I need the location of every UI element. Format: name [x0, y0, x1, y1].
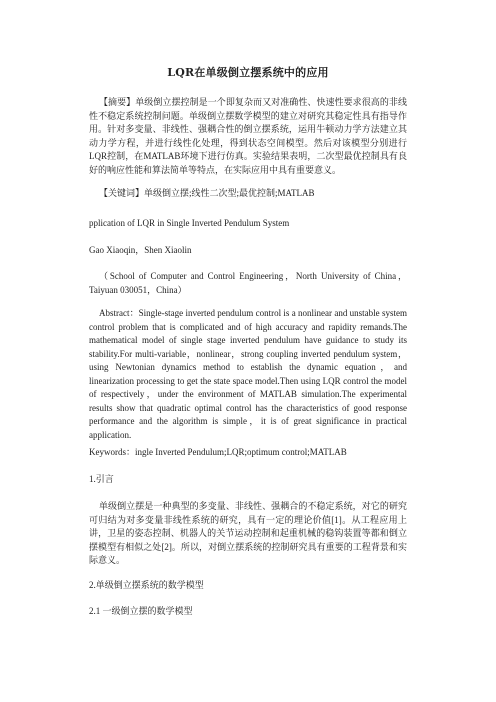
section-1-heading: 1.引言 [89, 474, 114, 484]
section-1-body: 单级倒立摆是一种典型的多变量、非线性、强耦合的不稳定系统，对它的研究可归结为对多变量非线性系统的研究，具有一定的理论价值[1]。从工程应用上讲，卫星的姿态控制、机器人的关节运动控制和起重机械的稳钩装置等都和倒立摆模型有相似之处[2]。所以，对倒立摆系统的控制研究具有重要的工程背景和实际意义。 [89, 501, 407, 565]
english-abstract: Abstract：Single-stage inverted pendulum control is a nonlinear and unstable system control problem that is complicated and of high accuracy and rapidity remands.The mathematical model of single stage inverted pendulum have guidance to study its stability.For multi-variable，nonlinear，strong coupling inverted pendulum system，using Newtonian dynamics method to establish the dynamic equation，and linearization processing to get the state space model.Then using LQR control the model of respectively，under the environment of MATLAB simulation.The experimental results show that quadratic optimal control has the characteristics of good response performance and the algorithm is simple，it is of great significance in practical application. [89, 308, 407, 440]
author-names: Gao Xiaoqin，Shen Xiaolin [89, 245, 192, 255]
chinese-abstract: 【摘要】单级倒立摆控制是一个即复杂而又对准确性、快速性要求很高的非线性不稳定系统控制问题。单级倒立摆数学模型的建立对研究其稳定性具有指导作用。针对多变量、非线性、强耦合性的倒立摆系统，运用牛顿动力学方法建立其动力学方程，并进行线性化处理，得到状态空间模型。然后对该模型分别进行LQR控制，在MATLAB环境下进行仿真。实验结果表明，二次型最优控制具有良好的响应性能和算法简单等特点，在实际应用中具有重要意义。 [89, 97, 407, 175]
section-2-heading: 2.单级倒立摆系统的数学模型 [89, 580, 204, 590]
english-keywords: Keywords：ingle Inverted Pendulum;LQR;optimum control;MATLAB [89, 447, 347, 457]
english-title: pplication of LQR in Single Inverted Pendulum System [89, 218, 290, 228]
section-2-1-heading: 2.1 一级倒立摆的数学模型 [89, 606, 193, 616]
author-affiliation: （School of Computer and Control Engineering，North University of China，Taiyuan 030051，China） [89, 271, 407, 295]
chinese-keywords: 【关键词】单级倒立摆;线性二次型;最优控制;MATLAB [99, 188, 315, 198]
paper-title: LQR在单级倒立摆系统中的应用 [167, 66, 329, 79]
